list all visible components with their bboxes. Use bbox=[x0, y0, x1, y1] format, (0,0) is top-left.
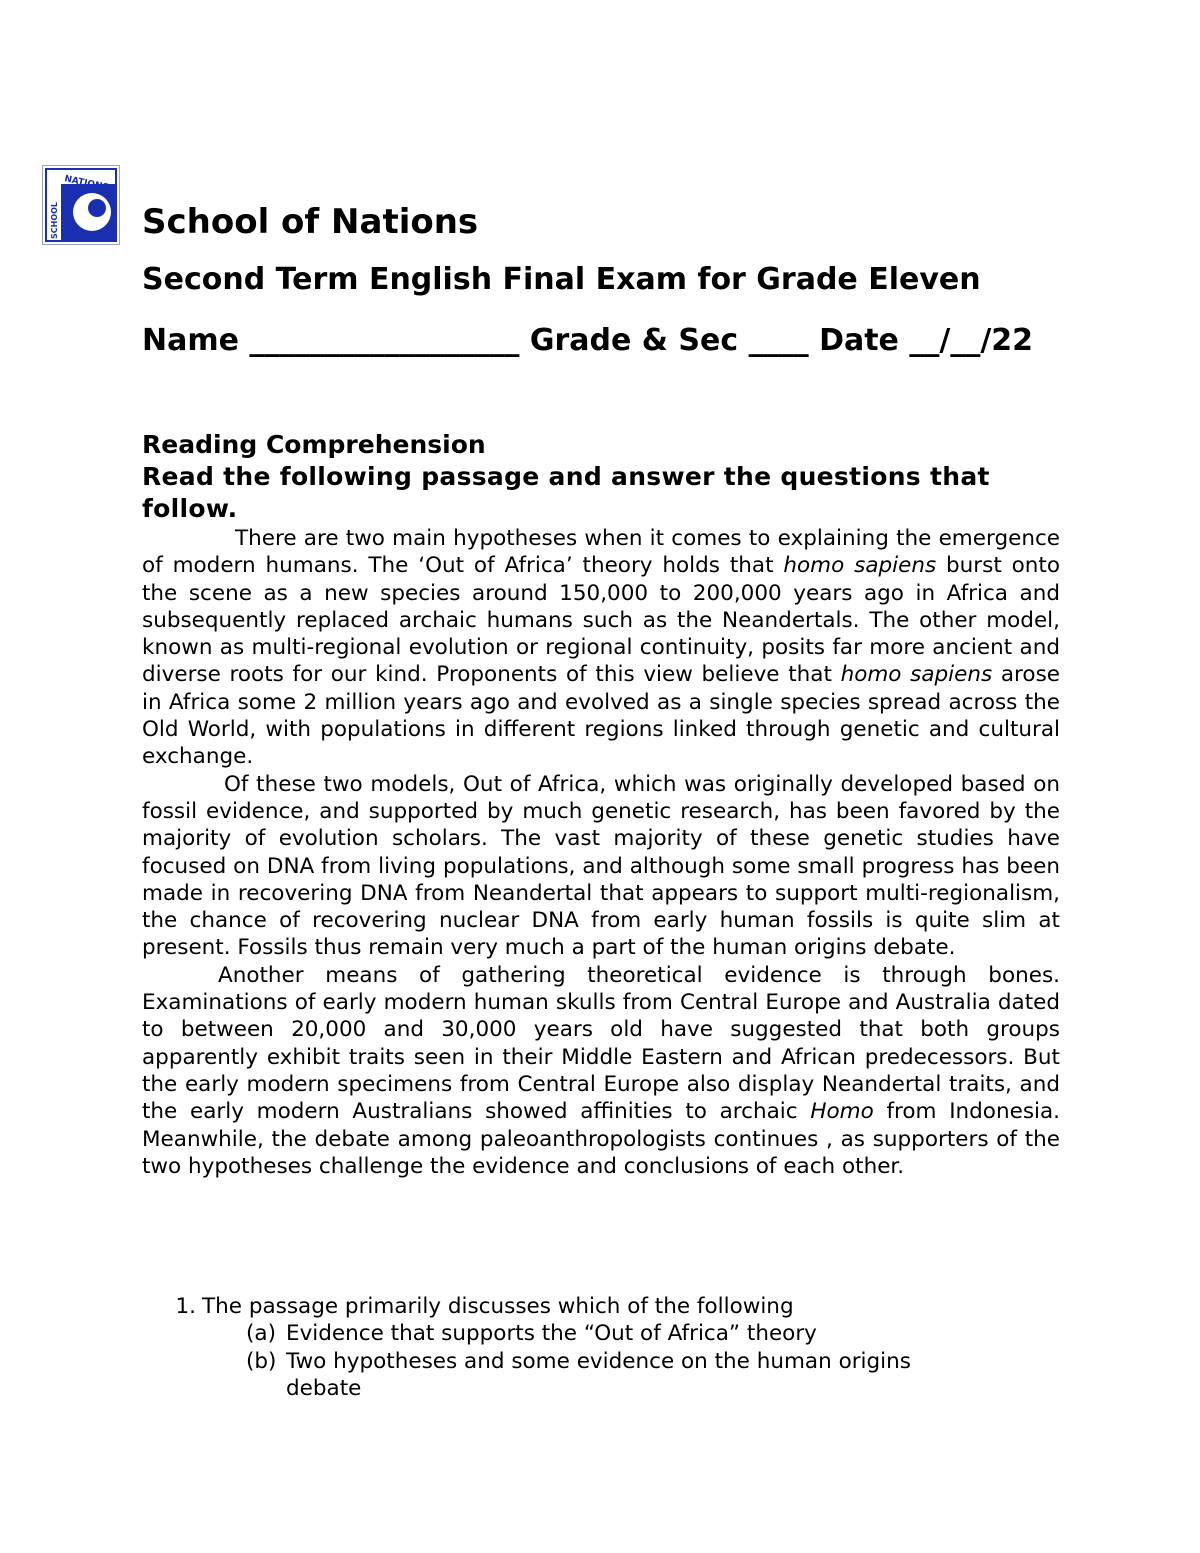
option-text: Two hypotheses and some evidence on the human origins debate bbox=[286, 1348, 911, 1401]
answer-options bbox=[246, 1320, 1060, 1402]
passage-italic: Homo bbox=[810, 1099, 874, 1125]
passage-paragraph-1 bbox=[142, 525, 1060, 771]
answer-option-a[interactable] bbox=[246, 1320, 1060, 1347]
date-value: __/__/22 bbox=[909, 323, 1034, 358]
passage-italic: homo sapiens bbox=[840, 662, 993, 688]
option-letter: (a) bbox=[246, 1321, 276, 1347]
passage-text: There are two main hypotheses when it comes to explaining the emergence of modern humans. The ‘Out of Africa’ theory holds that bbox=[142, 526, 1060, 579]
student-info-line bbox=[142, 320, 1062, 362]
option-letter: (b) bbox=[246, 1348, 277, 1374]
question-item bbox=[142, 1293, 1060, 1320]
school-name: School of Nations bbox=[142, 202, 479, 242]
exam-title: Second Term English Final Exam for Grade Eleven bbox=[142, 262, 981, 297]
passage-text: burst onto the scene as a new species around 150,000 to 200,000 years ago in Africa and subsequently replaced archaic humans such as the Neandertals. The other model, known as multi-regional evolution or regional continuity, posits far more ancient and diverse roots for our kind. Proponents of this view believe that bbox=[142, 553, 1061, 688]
grade-label: Grade & Sec bbox=[529, 323, 739, 358]
passage-text: arose in Africa some 2 million years ago and evolved as a single species spread across the Old World, with populations in different regions linked through genetic and cultural exchange. bbox=[142, 662, 1060, 770]
option-text: Evidence that supports the “Out of Africa” theory bbox=[286, 1321, 817, 1347]
reading-section bbox=[142, 428, 1060, 1180]
section-title: Reading Comprehension bbox=[142, 430, 486, 459]
svg-text:SCHOOL: SCHOOL bbox=[50, 201, 59, 239]
date-label: Date bbox=[819, 323, 899, 358]
section-instruction: Read the following passage and answer the questions that follow. bbox=[142, 462, 990, 523]
exam-header bbox=[142, 200, 1062, 362]
question-text: The passage primarily discusses which of the following bbox=[202, 1294, 794, 1319]
name-label: Name bbox=[142, 323, 239, 358]
reading-passage bbox=[142, 525, 1060, 1180]
passage-paragraph-3 bbox=[142, 962, 1060, 1180]
answer-option-b[interactable] bbox=[246, 1348, 1060, 1403]
passage-text: from Indonesia. Meanwhile, the debate among paleoanthropologists continues , as supporters of the two hypotheses challenge the evidence and conclusions of each other. bbox=[142, 1099, 1061, 1179]
passage-text: Another means of gathering theoretical evidence is through bones. Examinations of early modern human skulls from Central Europe and Australia dated to between 20,000 and 30,000 years old have suggested that both groups apparently exhibit traits seen in their Middle Eastern and African predecessors. But the early modern specimens from Central Europe also display Neandertal traits, and the early modern Australians showed affinities to archaic bbox=[142, 962, 1060, 1125]
passage-italic: homo sapiens bbox=[783, 553, 937, 579]
question-number: 1. bbox=[175, 1294, 196, 1319]
grade-blank: ____ bbox=[748, 323, 809, 358]
passage-paragraph-2: Of these two models, Out of Africa, which was originally developed based on fossil evidence, and supported by much genetic research, has been favored by the majority of evolution scholars. The vast majority of these genetic studies have focused on DNA from living populations, and although some small progress has been made in recovering DNA from Neandertal that appears to support multi-regionalism, the chance of recovering nuclear DNA from early human fossils is quite slim at present. Fossils thus remain very much a part of the human origins debate. bbox=[142, 771, 1060, 961]
svg-text:NATIONS: NATIONS bbox=[63, 174, 110, 194]
school-logo bbox=[42, 165, 120, 245]
name-blank: __________________ bbox=[249, 323, 520, 358]
question-list bbox=[142, 1293, 1060, 1402]
